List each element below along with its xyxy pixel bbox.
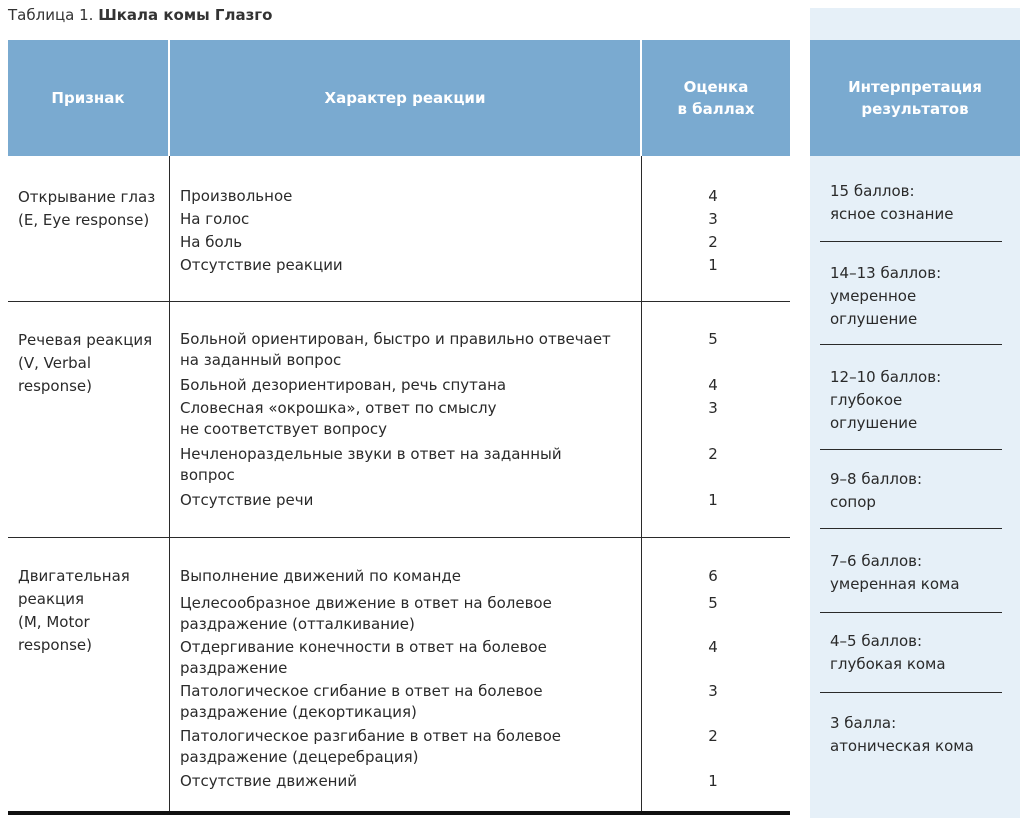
score-cell: 5: [708, 330, 718, 348]
header-interpretation: Интерпретация результатов: [810, 40, 1020, 156]
glasgow-table: [8, 40, 790, 820]
score-cell: 2: [708, 727, 718, 745]
reaction-line: на заданный вопрос: [180, 351, 342, 369]
reaction-line: Больной ориентирован, быстро и правильно отвечает: [180, 330, 611, 348]
interpretation-item: [830, 468, 1010, 514]
reaction-line: Отсутствие речи: [180, 491, 314, 509]
interpretation-line: 12–10 баллов:: [830, 368, 942, 386]
header-score: Оценка в баллах: [642, 40, 790, 156]
table-bottom-rule: [8, 811, 790, 815]
sign-line: (V, Verbal: [18, 354, 92, 372]
interpretation-line: атоническая кома: [830, 737, 974, 755]
interpretation-line: сопор: [830, 493, 876, 511]
reaction-cell: [180, 209, 640, 230]
score-cell: 4: [708, 187, 718, 205]
reaction-cell: [180, 566, 640, 587]
header-sign: Признак: [8, 40, 168, 156]
reaction-cell: [180, 329, 640, 371]
reaction-cell: [180, 186, 640, 207]
sign-line: Двигательная: [18, 567, 130, 585]
interpretation-item: [830, 180, 1010, 226]
score-cell: 3: [708, 399, 718, 417]
column-divider-1: [169, 156, 170, 811]
score-cell: 4: [708, 376, 718, 394]
interpretation-line: 3 балла:: [830, 714, 897, 732]
interpretation-item: [830, 550, 1010, 596]
sign-line: реакция: [18, 590, 84, 608]
reaction-line: Отсутствие движений: [180, 772, 357, 790]
reaction-line: не соответствует вопросу: [180, 420, 388, 438]
interpretation-line: умеренное: [830, 287, 917, 305]
reaction-line: Больной дезориентирован, речь спутана: [180, 376, 507, 394]
sign-cell: [18, 565, 130, 657]
reaction-line: Отдергивание конечности в ответ на болевое: [180, 638, 547, 656]
reaction-line: Отсутствие реакции: [180, 256, 343, 274]
reaction-cell: [180, 637, 640, 679]
interpretation-line: умеренная кома: [830, 575, 960, 593]
interpretation-line: оглушение: [830, 310, 918, 328]
interpretation-divider: [820, 692, 1002, 693]
reaction-line: На голос: [180, 210, 250, 228]
reaction-cell: [180, 398, 640, 440]
reaction-line: вопрос: [180, 466, 235, 484]
interpretation-divider: [820, 344, 1002, 345]
reaction-line: Выполнение движений по команде: [180, 567, 461, 585]
sign-line: response): [18, 636, 92, 654]
section-divider-1: [8, 301, 790, 302]
interpretation-line: 7–6 баллов:: [830, 552, 923, 570]
score-cell: 5: [708, 594, 718, 612]
score-cell: 1: [708, 256, 718, 274]
reaction-cell: [180, 726, 640, 768]
caption-prefix: Таблица 1.: [8, 6, 99, 24]
reaction-line: раздражение (отталкивание): [180, 615, 415, 633]
sign-cell: [18, 329, 152, 398]
reaction-line: Произвольное: [180, 187, 293, 205]
interpretation-line: оглушение: [830, 414, 918, 432]
reaction-line: Нечленораздельные звуки в ответ на заданный: [180, 445, 562, 463]
interpretation-line: 15 баллов:: [830, 182, 915, 200]
reaction-cell: [180, 232, 640, 253]
score-cell: 6: [708, 567, 718, 585]
reaction-cell: [180, 771, 640, 792]
table-caption: [8, 6, 272, 24]
interpretation-divider: [820, 241, 1002, 242]
interpretation-divider: [820, 449, 1002, 450]
sign-line: Речевая реакция: [18, 331, 153, 349]
reaction-cell: [180, 593, 640, 635]
column-divider-2: [641, 156, 642, 811]
interpretation-item: [830, 712, 1010, 758]
interpretation-item: [830, 366, 1010, 435]
score-cell: 1: [708, 491, 718, 509]
interpretation-item: [830, 630, 1010, 676]
reaction-cell: [180, 255, 640, 276]
section-divider-2: [8, 537, 790, 538]
reaction-line: раздражение (декортикация): [180, 703, 417, 721]
reaction-line: Патологическое сгибание в ответ на болевое: [180, 682, 543, 700]
interpretation-line: 9–8 баллов:: [830, 470, 923, 488]
sign-line: (M, Motor: [18, 613, 90, 631]
caption-title: Шкала комы Глазго: [98, 6, 273, 24]
reaction-cell: [180, 444, 640, 486]
interpretation-line: глубокое: [830, 391, 903, 409]
interpretation-line: глубокая кома: [830, 655, 946, 673]
reaction-line: Словесная «окрошка», ответ по смыслу: [180, 399, 497, 417]
interpretation-divider: [820, 528, 1002, 529]
score-cell: 1: [708, 772, 718, 790]
reaction-cell: [180, 681, 640, 723]
interpretation-line: 4–5 баллов:: [830, 632, 923, 650]
score-cell: 2: [708, 233, 718, 251]
sign-line: (E, Eye response): [18, 211, 150, 229]
interpretation-line: 14–13 баллов:: [830, 264, 942, 282]
interpretation-item: [830, 262, 1010, 331]
reaction-line: раздражение (децеребрация): [180, 748, 419, 766]
header-reaction: Характер реакции: [170, 40, 640, 156]
interpretation-line: ясное сознание: [830, 205, 954, 223]
reaction-line: Целесообразное движение в ответ на болевое: [180, 594, 552, 612]
reaction-cell: [180, 490, 640, 511]
sign-line: response): [18, 377, 92, 395]
score-cell: 2: [708, 445, 718, 463]
score-cell: 3: [708, 682, 718, 700]
reaction-line: На боль: [180, 233, 243, 251]
score-cell: 4: [708, 638, 718, 656]
interpretation-divider: [820, 612, 1002, 613]
reaction-line: раздражение: [180, 659, 288, 677]
sign-cell: [18, 186, 155, 232]
reaction-cell: [180, 375, 640, 396]
score-cell: 3: [708, 210, 718, 228]
reaction-line: Патологическое разгибание в ответ на болевое: [180, 727, 562, 745]
sign-line: Открывание глаз: [18, 188, 156, 206]
